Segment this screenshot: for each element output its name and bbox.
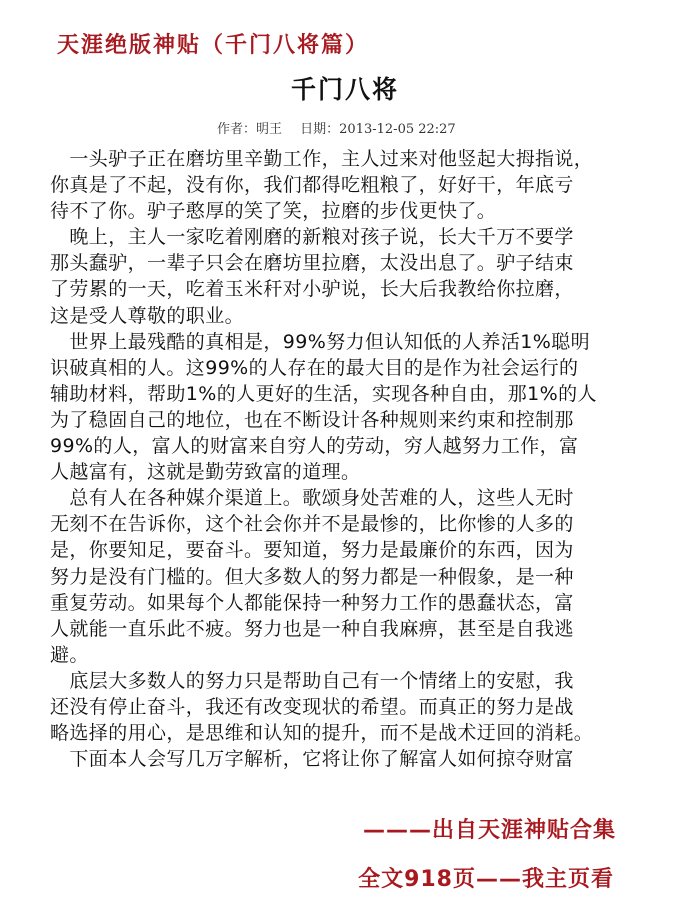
body-line: 总有人在各种媒介渠道上。歌颂身处苦难的人，这些人无时: [50, 487, 574, 510]
body-line: 人就能一直乐此不疲。努力也是一种自我麻痹，甚至是自我逃: [50, 617, 574, 640]
body-line: 努力是没有门槛的。但大多数人的努力都是一种假象，是一种: [50, 565, 574, 588]
body-line: 晚上，主人一家吃着刚磨的新粮对孩子说，长大千万不要学: [50, 226, 574, 249]
body-line: 为了稳固自己的地位，也在不断设计各种规则来约束和控制那: [50, 408, 574, 431]
body-line: 无刻不在告诉你，这个社会你并不是最惨的，比你惨的人多的: [50, 513, 574, 536]
article-body: [50, 146, 650, 772]
author-label: 作者：明王: [217, 122, 283, 137]
body-line: 是，你要知足，要奋斗。要知道，努力是最廉价的东西，因为: [50, 539, 574, 562]
body-line: 下面本人会写几万字解析，它将让你了解富人如何掠夺财富: [50, 748, 574, 771]
body-line: 还没有停止奋斗，我还有改变现状的希望。而真正的努力是战: [50, 695, 574, 718]
body-line: 世界上最残酷的真相是，99%努力但认知低的人养活1%聪明: [50, 330, 590, 353]
body-line: 待不了你。驴子憨厚的笑了笑，拉磨的步伐更快了。: [50, 200, 497, 223]
source-caption: ———出自天涯神贴合集: [362, 818, 616, 843]
date-label: 日期：2013-12-05 22:27: [300, 122, 456, 137]
body-line: 99%的人，富人的财富来自穷人的劳动，穷人越努力工作，富: [50, 435, 579, 458]
body-line: 这是受人尊敬的职业。: [50, 304, 245, 327]
body-line: 辅助材料，帮助1%的人更好的生活，实现各种自由，那1%的人: [50, 382, 597, 405]
body-line: 底层大多数人的努力只是帮助自己有一个情绪上的安慰，我: [50, 669, 574, 692]
article-meta: [217, 118, 470, 137]
body-line: 你真是了不起，没有你，我们都得吃粗粮了，好好干，年底亏: [50, 174, 574, 197]
body-line: 那头蠢驴，一辈子只会在磨坊里拉磨，太没出息了。驴子结束: [50, 252, 574, 275]
pages-caption: 全文918页——我主页看: [358, 867, 614, 892]
body-line: 人越富有，这就是勤劳致富的道理。: [50, 461, 361, 484]
body-line: 了劳累的一天，吃着玉米秆对小驴说，长大后我教给你拉磨，: [50, 278, 574, 301]
body-line: 避。: [50, 643, 89, 666]
article-title: 千门八将: [290, 75, 399, 104]
body-line: 一头驴子正在磨坊里辛勤工作，主人过来对他竖起大拇指说，: [50, 148, 594, 170]
banner-title: 天涯绝版神贴（千门八将篇）: [57, 33, 370, 58]
body-line: 识破真相的人。这99%的人存在的最大目的是作为社会运行的: [50, 356, 579, 379]
body-line: 重复劳动。如果每个人都能保持一种努力工作的愚蠢状态，富: [50, 591, 574, 614]
body-line: 略选择的用心，是思维和认知的提升，而不是战术迂回的消耗。: [50, 722, 594, 745]
